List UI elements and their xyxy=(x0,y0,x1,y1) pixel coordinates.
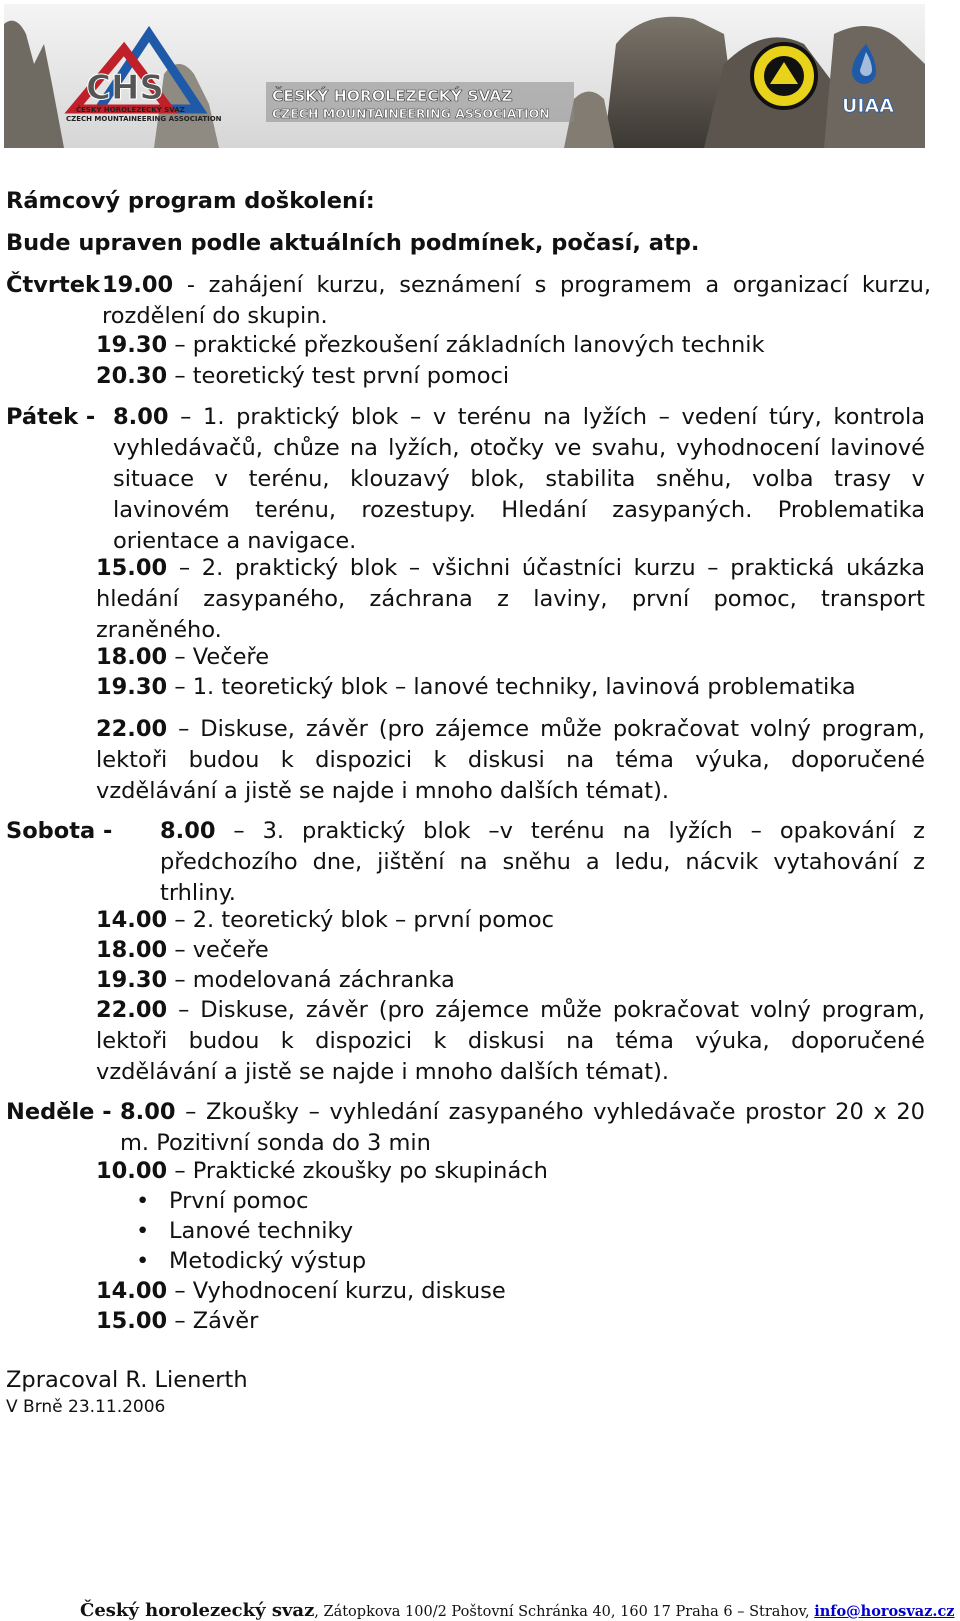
entry-time: 19.30 xyxy=(96,332,168,358)
bullet-icon: • xyxy=(136,1248,150,1274)
entry-separator: – xyxy=(167,363,193,389)
schedule-entry xyxy=(96,361,925,392)
schedule-entry xyxy=(113,402,925,557)
entry-text: zahájení kurzu, seznámení s programem a organizací kurzu, rozdělení do skupin. xyxy=(102,272,931,329)
entry-text: večeře xyxy=(192,937,269,963)
svg-text:ČESKÝ HOROLEZECKÝ SVAZ: ČESKÝ HOROLEZECKÝ SVAZ xyxy=(272,87,513,105)
entry-time: 8.00 xyxy=(160,818,216,844)
schedule-entry xyxy=(96,672,925,703)
entry-time: 14.00 xyxy=(96,1278,168,1304)
schedule-entry xyxy=(96,1276,925,1307)
day-label: Čtvrtek xyxy=(6,272,101,298)
entry-time: 15.00 xyxy=(96,1308,168,1334)
entry-text: Zkoušky – vyhledání zasypaného vyhledávače prostor 20 x 20 m. Pozitivní sonda do 3 min xyxy=(120,1099,925,1156)
schedule-entry xyxy=(96,330,925,361)
entry-text: 1. teoretický blok – lanové techniky, lavinová problematika xyxy=(192,674,856,700)
bullet-icon: • xyxy=(136,1188,150,1214)
schedule-entry xyxy=(96,905,925,936)
footer-address: , Zátopkova 100/2 Poštovní Schránka 40, 160 17 Praha 6 – Strahov, xyxy=(314,1604,815,1620)
schedule-entry xyxy=(96,1156,925,1187)
page-subtitle: Bude upraven podle aktuálních podmínek, počasí, atp. xyxy=(6,230,700,256)
page-footer xyxy=(80,1600,955,1621)
entry-time: 22.00 xyxy=(96,716,168,742)
schedule-entry xyxy=(102,270,931,332)
schedule-entry xyxy=(96,553,925,646)
schedule-entry xyxy=(96,1306,925,1337)
schedule-entry xyxy=(96,995,925,1088)
schedule-entry xyxy=(120,1097,925,1159)
entry-text: praktické přezkoušení základních lanových technik xyxy=(192,332,765,358)
list-item-text: Lanové techniky xyxy=(169,1218,354,1244)
schedule-entry xyxy=(96,714,925,807)
entry-time: 20.30 xyxy=(96,363,168,389)
entry-separator: – xyxy=(167,997,201,1023)
page-title: Rámcový program doškolení: xyxy=(6,188,375,214)
entry-separator: – xyxy=(215,818,263,844)
mountain-rescue-emblem xyxy=(752,44,816,108)
schedule-entry xyxy=(96,935,925,966)
entry-time: 19.30 xyxy=(96,674,168,700)
entry-separator: – xyxy=(167,332,193,358)
entry-time: 18.00 xyxy=(96,937,168,963)
entry-separator: – xyxy=(167,1158,193,1184)
day-label: Neděle - xyxy=(6,1099,112,1125)
footer-org: Český horolezecký svaz xyxy=(80,1600,315,1621)
banner-image xyxy=(4,4,925,148)
place-date: V Brně 23.11.2006 xyxy=(6,1397,166,1417)
entry-time: 14.00 xyxy=(96,907,168,933)
entry-time: 22.00 xyxy=(96,997,168,1023)
bullet-icon: • xyxy=(136,1218,150,1244)
entry-text: 1. praktický blok – v terénu na lyžích – vedení túry, kontrola vyhledávačů, chůze na lyžích, otočky ve svahu, vyhodnocení lavinové situace v terénu, klouzavý blok, stabilita sněhu, volba trasy v lavinovém terénu, rozestupy. Hledání zasypaných. Problematika orientace a navigace. xyxy=(113,404,925,554)
entry-separator: – xyxy=(167,644,193,670)
day-label: Pátek - xyxy=(6,404,96,430)
entry-separator: – xyxy=(167,907,193,933)
entry-time: 10.00 xyxy=(96,1158,168,1184)
svg-text:CZECH MOUNTAINEERING ASSOCIATI: CZECH MOUNTAINEERING ASSOCIATION xyxy=(272,106,550,121)
schedule-entry xyxy=(96,642,925,673)
entry-separator: – xyxy=(167,937,193,963)
entry-time: 18.00 xyxy=(96,644,168,670)
entry-text: 2. teoretický blok – první pomoc xyxy=(192,907,555,933)
entry-text: teoretický test první pomoci xyxy=(192,363,510,389)
list-item-text: První pomoc xyxy=(169,1188,309,1214)
list-item-text: Metodický výstup xyxy=(169,1248,367,1274)
entry-separator: – xyxy=(175,1099,207,1125)
entry-text: 2. praktický blok – všichni účastníci kurzu – praktická ukázka hledání zasypaného, záchrana z laviny, první pomoc, transport zraněného. xyxy=(96,555,925,643)
header-banner xyxy=(4,4,925,148)
entry-text: Závěr xyxy=(192,1308,259,1334)
entry-text: Diskuse, závěr (pro zájemce může pokračovat volný program, lektoři budou k dispozici k diskusi na téma výuka, doporučené vzdělávání a jistě se najde i mnoho dalších témat). xyxy=(96,997,925,1085)
entry-separator: – xyxy=(167,555,202,581)
svg-text:CZECH MOUNTAINEERING ASSOCIATI: CZECH MOUNTAINEERING ASSOCIATION xyxy=(66,115,222,123)
entry-text: 3. praktický blok –v terénu na lyžích – opakování z předchozího dne, jištění na sněhu a ledu, nácvik vytahování z trhliny. xyxy=(160,818,925,906)
footer-email-link[interactable]: info@horosvaz.cz xyxy=(814,1603,955,1620)
entry-time: 19.30 xyxy=(96,967,168,993)
svg-text:ČESKÝ HOROLEZECKÝ SVAZ: ČESKÝ HOROLEZECKÝ SVAZ xyxy=(76,106,185,114)
entry-separator: – xyxy=(167,716,201,742)
entry-separator: – xyxy=(168,404,203,430)
entry-separator: – xyxy=(167,1278,193,1304)
entry-time: 15.00 xyxy=(96,555,168,581)
entry-separator: – xyxy=(167,967,193,993)
entry-text: modelovaná záchranka xyxy=(192,967,455,993)
banner-title xyxy=(266,82,574,122)
entry-separator: – xyxy=(167,1308,193,1334)
entry-separator: – xyxy=(167,674,193,700)
author-signature: Zpracoval R. Lienerth xyxy=(6,1367,248,1393)
entry-text: Vyhodnocení kurzu, diskuse xyxy=(192,1278,506,1304)
entry-time: 8.00 xyxy=(113,404,169,430)
entry-time: 19.00 xyxy=(102,272,174,298)
entry-text: Diskuse, závěr (pro zájemce může pokračovat volný program, lektoři budou k dispozici k diskusi na téma výuka, doporučené vzdělávání a jistě se najde i mnoho dalších témat). xyxy=(96,716,925,804)
svg-text:UIAA: UIAA xyxy=(842,95,894,117)
entry-text: Praktické zkoušky po skupinách xyxy=(192,1158,548,1184)
entry-text: Večeře xyxy=(192,644,270,670)
day-label: Sobota - xyxy=(6,818,113,844)
svg-text:CHS: CHS xyxy=(86,68,164,108)
schedule-entry xyxy=(96,965,925,996)
entry-time: 8.00 xyxy=(120,1099,176,1125)
schedule-entry xyxy=(160,816,925,909)
entry-separator: - xyxy=(173,272,209,298)
